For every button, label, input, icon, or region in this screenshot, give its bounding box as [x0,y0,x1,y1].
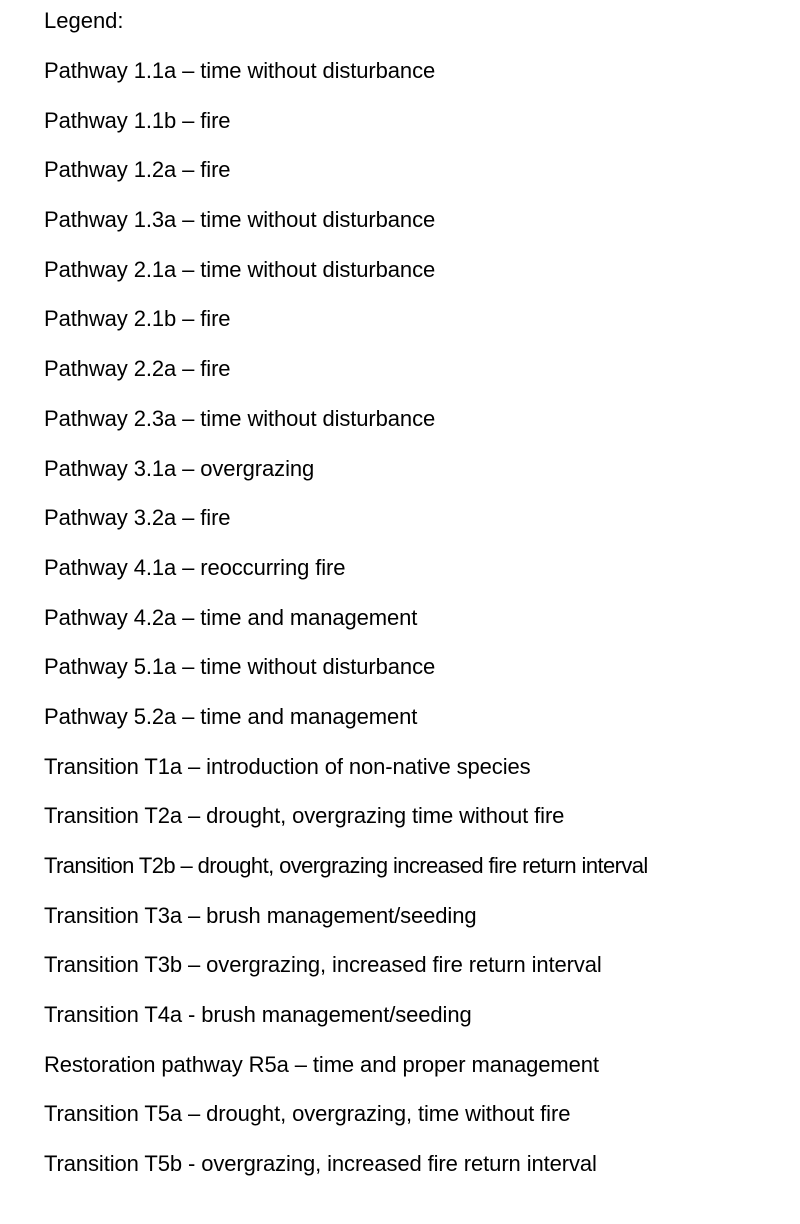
legend-item: Transition T2a – drought, overgrazing time without fire [44,803,565,829]
legend-title: Legend: [44,8,124,33]
legend-item: Pathway 2.1b – fire [44,306,231,332]
legend-item: Pathway 1.1a – time without disturbance [44,58,436,83]
legend-item: Pathway 2.2a – fire [44,356,231,382]
legend-item: Pathway 3.2a – fire [44,505,231,531]
legend-item: Transition T2b – drought, overgrazing increased fire return interval [44,853,648,878]
legend-item: Pathway 1.2a – fire [44,157,231,183]
legend-item: Restoration pathway R5a – time and proper management [44,1051,599,1077]
legend-item: Pathway 1.1b – fire [44,107,231,133]
legend-item: Pathway 1.3a – time without disturbance [44,207,436,233]
legend-item: Transition T3b – overgrazing, increased fire return interval [44,952,602,978]
legend-item: Transition T4a - brush management/seeding [44,1002,472,1028]
legend-item: Transition T5b - overgrazing, increased fire return interval [44,1151,597,1177]
legend [44,4,796,1197]
legend-item: Pathway 4.2a – time and management [44,604,418,630]
legend-item: Pathway 4.1a – reoccurring fire [44,554,346,580]
legend-item: Pathway 2.3a – time without disturbance [44,405,436,431]
legend-item: Pathway 5.2a – time and management [44,703,418,729]
legend-list [44,54,796,1181]
legend-item: Pathway 2.1a – time without disturbance [44,256,436,282]
legend-item: Transition T3a – brush management/seeding [44,902,477,928]
legend-item: Pathway 5.1a – time without disturbance [44,654,436,680]
legend-item: Pathway 3.1a – overgrazing [44,455,315,481]
legend-item: Transition T1a – introduction of non-native species [44,753,531,779]
legend-item: Transition T5a – drought, overgrazing, time without fire [44,1101,571,1127]
